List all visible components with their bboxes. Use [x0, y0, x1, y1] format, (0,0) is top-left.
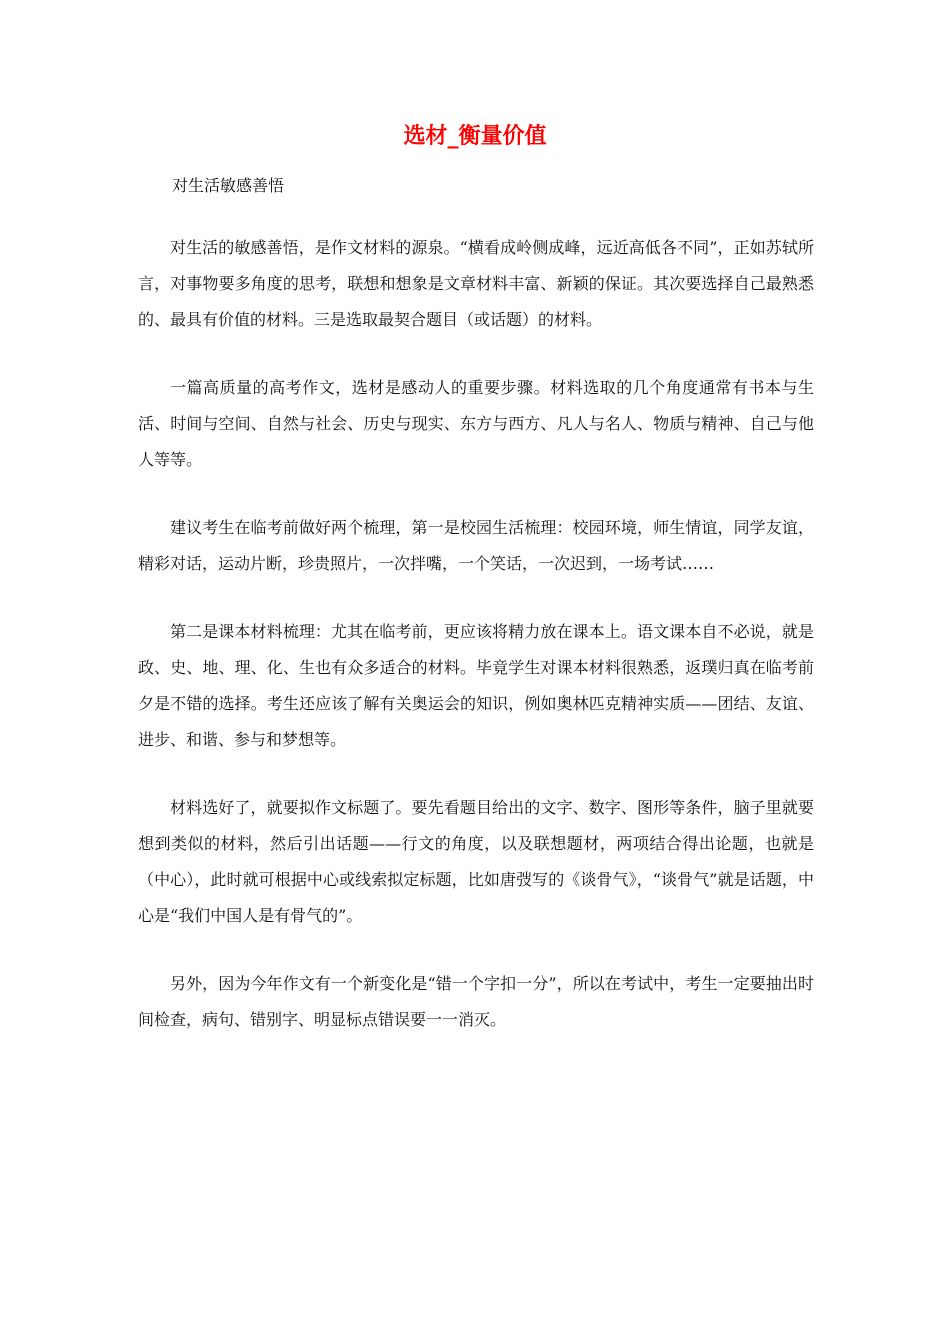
- paragraph: 另外，因为今年作文有一个新变化是“错一个字扣一分”，所以在考试中，考生一定要抽出时间检查，病句、错别字、明显标点错误要一一消灭。: [138, 974, 814, 1029]
- document-body: [138, 230, 814, 1070]
- paragraph: 第二是课本材料梳理：尤其在临考前，更应该将精力放在课本上。语文课本自不必说，就是政、史、地、理、化、生也有众多适合的材料。毕竟学生对课本材料很熟悉，返璞归真在临考前夕是不错的选择。考生还应该了解有关奥运会的知识，例如奥林匹克精神实质——团结、友谊、进步、和谐、参与和梦想等。: [138, 622, 814, 749]
- paragraph: 一篇高质量的高考作文，选材是感动人的重要步骤。材料选取的几个角度通常有书本与生活、时间与空间、自然与社会、历史与现实、东方与西方、凡人与名人、物质与精神、自己与他人等等。: [138, 378, 814, 469]
- document-title: 选材_衡量价值: [403, 123, 547, 149]
- document-subtitle: 对生活敏感善悟: [172, 176, 285, 195]
- paragraph: 材料选好了，就要拟作文标题了。要先看题目给出的文字、数字、图形等条件，脑子里就要想到类似的材料，然后引出话题——行文的角度，以及联想题材，两项结合得出论题，也就是（中心），此时就可根据中心或线索拟定标题，比如唐弢写的《谈骨气》，“谈骨气”就是话题，中心是“我们中国人是有骨气的”。: [138, 798, 814, 925]
- paragraph: 建议考生在临考前做好两个梳理，第一是校园生活梳理：校园环境，师生情谊，同学友谊，精彩对话，运动片断，珍贵照片，一次拌嘴，一个笑话，一次迟到，一场考试……: [138, 518, 814, 573]
- paragraph: 对生活的敏感善悟，是作文材料的源泉。“横看成岭侧成峰，远近高低各不同”，正如苏轼所言，对事物要多角度的思考，联想和想象是文章材料丰富、新颖的保证。其次要选择自己最熟悉的、最具有价值的材料。三是选取最契合题目（或话题）的材料。: [138, 238, 814, 329]
